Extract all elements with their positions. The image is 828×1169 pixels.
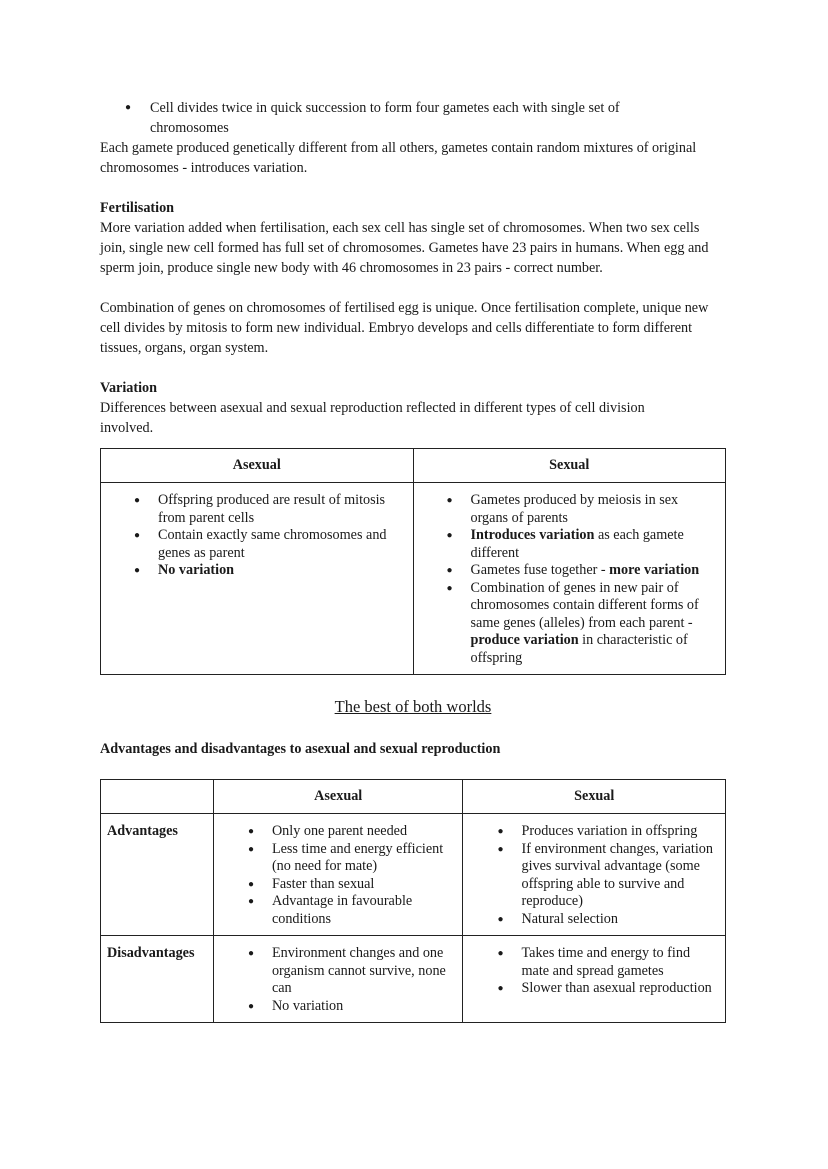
list-item — [102, 562, 404, 580]
list-item: ● No variation — [215, 998, 454, 1016]
advantages-table — [100, 779, 726, 1023]
section-title: The best of both worlds — [334, 697, 492, 716]
intro-bullet: ● Cell divides twice in quick succession to form four gametes each with single set of chromosomes — [100, 98, 690, 138]
table1-asexual-cell — [101, 483, 414, 675]
disadvantages-sexual-cell — [463, 936, 726, 1023]
plain-text: in characteristic of offspring — [470, 632, 688, 666]
list-item: ● Offspring produced are result of mitosis from parent cells — [102, 492, 404, 527]
list-item: ● Gametes produced by meiosis in sex organs of parents — [415, 492, 717, 527]
plain-text: Gametes fuse together - — [470, 562, 610, 578]
variation-heading: Variation — [100, 380, 158, 396]
table2-header-empty — [101, 780, 214, 814]
list-item: ● Less time and energy efficient (no need for mate) — [215, 841, 454, 876]
list-item: ● If environment changes, variation gives survival advantage (some offspring able to survive and reproduce) — [464, 841, 716, 911]
row-label-disadvantages: Disadvantages — [101, 936, 214, 1023]
fertilisation-heading: Fertilisation — [100, 200, 175, 216]
list-item: ● Faster than sexual — [215, 876, 454, 894]
list-item — [415, 580, 717, 668]
list-item: ● Only one parent needed — [215, 823, 454, 841]
list-item: ● Takes time and energy to find mate and spread gametes — [464, 945, 716, 980]
disadvantages-asexual-cell — [213, 936, 463, 1023]
list-item: ● Contain exactly same chromosomes and genes as parent — [102, 527, 404, 562]
bold-text: Introduces variation — [470, 527, 595, 543]
list-item: ● Natural selection — [464, 911, 716, 929]
intro-paragraph: Each gamete produced genetically different from all others, gametes contain random mixtures of original chromosomes - introduces variation. — [100, 140, 697, 176]
bold-text: No variation — [158, 562, 235, 578]
row-label-advantages: Advantages — [101, 814, 214, 936]
advantages-sexual-cell — [463, 814, 726, 936]
advantages-asexual-cell — [213, 814, 463, 936]
list-item — [415, 527, 717, 562]
intro-bullet-list — [100, 98, 726, 138]
table1-sexual-cell — [413, 483, 726, 675]
list-item — [415, 562, 717, 580]
list-item: ● Environment changes and one organism cannot survive, none can — [215, 945, 454, 998]
table2-header-sexual: Sexual — [463, 780, 726, 814]
plain-text: Combination of genes in new pair of chromosomes contain different forms of same genes (alleles) from each parent - — [470, 579, 699, 631]
variation-paragraph: Differences between asexual and sexual reproduction reflected in different types of cell division involved. — [100, 400, 645, 436]
list-item: ● Produces variation in offspring — [464, 823, 716, 841]
fertilisation-paragraph-2: Combination of genes on chromosomes of fertilised egg is unique. Once fertilisation complete, unique new cell divides by mitosis to form new individual. Embryo develops and cells differentiate to form different tissues, organs, organ system. — [100, 300, 709, 356]
bold-text: more variation — [609, 562, 700, 578]
list-item: ● Advantage in favourable conditions — [215, 893, 454, 928]
plain-text: as each gamete different — [470, 527, 684, 561]
table1-header-asexual: Asexual — [101, 449, 414, 483]
document-page — [100, 98, 726, 1023]
table1-header-sexual: Sexual — [413, 449, 726, 483]
list-item: ● Slower than asexual reproduction — [464, 980, 716, 998]
fertilisation-paragraph-1: More variation added when fertilisation, each sex cell has single set of chromosomes. When two sex cells join, single new cell formed has full set of chromosomes. Gametes have 23 pairs in humans. When egg and sperm join, produce single new body with 46 chromosomes in 23 pairs - correct number. — [100, 220, 709, 276]
table2-header-asexual: Asexual — [213, 780, 463, 814]
advantages-subheading: Advantages and disadvantages to asexual and sexual reproduction — [100, 741, 501, 757]
bold-text: produce variation — [470, 632, 579, 648]
comparison-table — [100, 448, 726, 675]
